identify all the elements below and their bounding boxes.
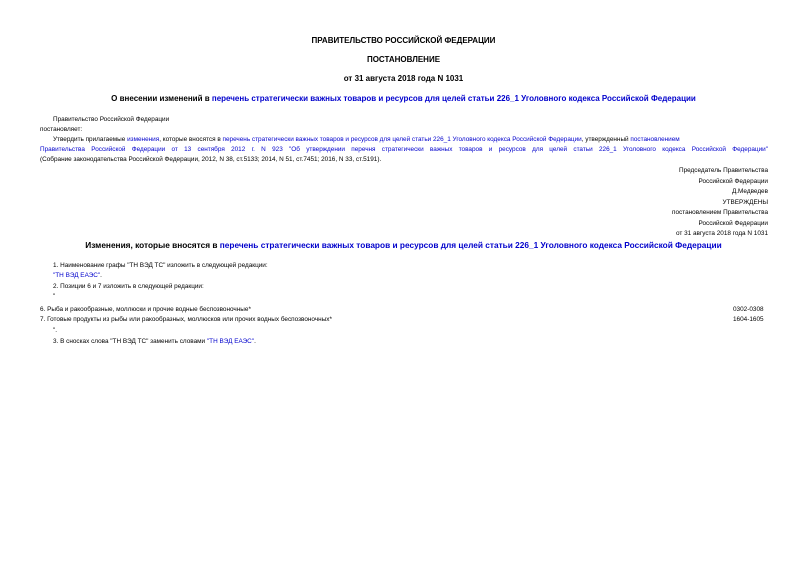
paragraph-text: Утвердить прилагаемые <box>53 136 128 143</box>
table-row-7-code: 1604-1605 <box>733 316 764 323</box>
government-heading: ПРАВИТЕЛЬСТВО РОССИЙСКОЙ ФЕДЕРАЦИИ <box>311 36 496 45</box>
table-row-7-label: 7. Готовые продукты из рыбы или ракообразных, моллюсков или прочих водных беспозвоночных* <box>40 316 332 323</box>
paragraph-text: , которые вносятся в <box>159 136 223 143</box>
item-1-value <box>53 271 102 280</box>
approved-label: УТВЕРЖДЕНЫ <box>722 199 768 206</box>
preamble-government: Правительство Российской Федерации <box>53 116 170 123</box>
item-2: 2. Позиции 6 и 7 изложить в следующей редакции: <box>53 283 204 290</box>
table-row-6-code: 0302-0308 <box>733 306 764 313</box>
item-1: 1. Наименование графы "ТН ВЭД ТС" изложить в следующей редакции: <box>53 262 268 269</box>
item-3 <box>53 337 256 346</box>
approved-date: от 31 августа 2018 года N 1031 <box>675 230 768 237</box>
signature-position: Председатель Правительства <box>679 167 768 174</box>
preamble-paragraph-line1 <box>53 135 680 144</box>
paragraph-text: , утвержденный <box>581 136 631 143</box>
close-quote: ". <box>53 327 58 334</box>
preamble-paragraph-line3: (Собрание законодательства Российской Федерации, 2012, N 38, ст.5133; 2014, N 51, ст.7451; 2016, N 33, ст.5191). <box>40 156 382 163</box>
preamble-paragraph-line2 <box>40 145 768 154</box>
document-type-heading: ПОСТАНОВЛЕНИЕ <box>366 55 441 64</box>
approved-country: Российской Федерации <box>698 220 768 227</box>
signature-country: Российской Федерации <box>698 178 768 185</box>
tn-ved-eaeu-link[interactable]: "ТН ВЭД ЕАЭС" <box>206 338 255 345</box>
item-1-value-end: . <box>100 272 102 279</box>
item-3-text: 3. В сносках слова "ТН ВЭД ТС" заменить словами <box>53 338 207 345</box>
document-date-number: от 31 августа 2018 года N 1031 <box>343 74 464 83</box>
item-3-end: . <box>254 338 256 345</box>
open-quote: " <box>53 293 56 300</box>
strategic-goods-list-link[interactable]: перечень стратегически важных товаров и ресурсов для целей статьи 226_1 Уголовного кодекса Российской Федерации <box>222 136 582 143</box>
table-row-6-label: 6. Рыба и ракообразные, моллюски и прочие водные беспозвоночные* <box>40 306 251 313</box>
approved-by-decree: постановлением Правительства <box>672 209 768 216</box>
changes-link[interactable]: изменения <box>127 136 160 143</box>
document-title <box>0 94 807 103</box>
title-prefix: О внесении изменений в <box>111 94 212 103</box>
strategic-goods-list-link[interactable]: перечень стратегически важных товаров и ресурсов для целей статьи 226_1 Уголовного кодекса Российской Федерации <box>211 94 696 103</box>
preamble-resolves: постановляет: <box>40 126 83 133</box>
tn-ved-eaeu-link[interactable]: "ТН ВЭД ЕАЭС" <box>53 272 101 279</box>
strategic-goods-list-link[interactable]: перечень стратегически важных товаров и ресурсов для целей статьи 226_1 Уголовного кодекса Российской Федерации <box>219 240 722 250</box>
decree-link[interactable]: постановлением <box>630 136 680 143</box>
changes-title <box>0 240 807 250</box>
decree-link[interactable]: Правительства Российской Федерации от 13 сентября 2012 г. N 923 "Об утверждении перечня стратегически важных товаров и ресурсов для целей статьи 226_1 Уголовного кодекса Российской Федерации" <box>40 146 768 153</box>
signature-name: Д.Медведев <box>731 188 768 195</box>
changes-title-prefix: Изменения, которые вносятся в <box>85 240 220 250</box>
